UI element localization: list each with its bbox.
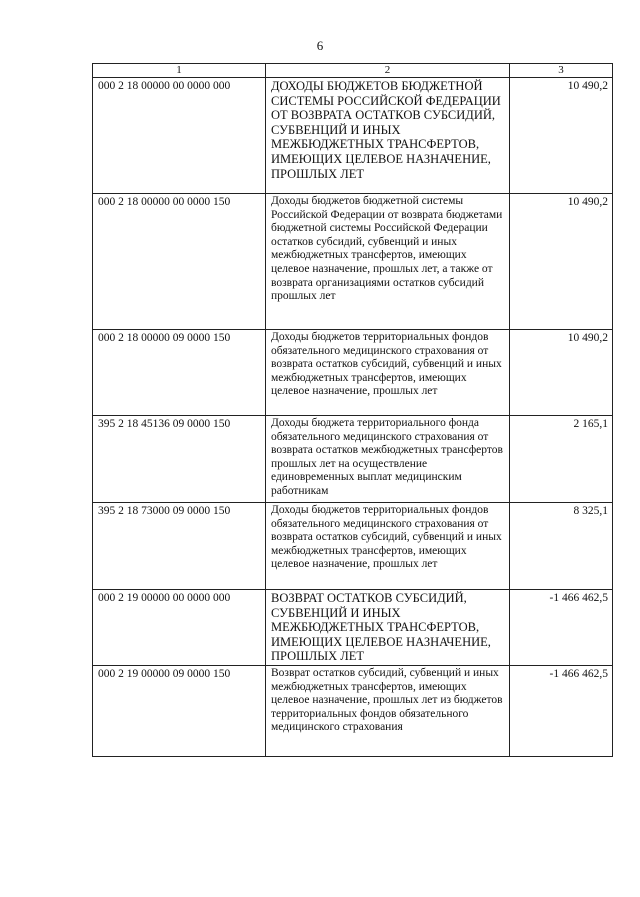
row-description: Возврат остатков субсидий, субвенций и иных межбюджетных трансфертов, имеющих целевое назначение, прошлых лет из бюджетов территориальных фондов обязательного медицинского страхования xyxy=(266,666,510,757)
table-row xyxy=(93,194,613,330)
column-header-code: 1 xyxy=(93,64,266,78)
row-amount: 10 490,2 xyxy=(510,78,613,194)
row-amount: 10 490,2 xyxy=(510,194,613,330)
row-code: 000 2 18 00000 00 0000 000 xyxy=(93,78,266,194)
row-code: 395 2 18 73000 09 0000 150 xyxy=(93,503,266,590)
row-amount: 2 165,1 xyxy=(510,416,613,503)
row-description: Доходы бюджета территориального фонда обязательного медицинского страхования от возврата остатков межбюджетных трансфертов прошлых лет на осуществление единовременных выплат медицинским работникам xyxy=(266,416,510,503)
row-code: 000 2 18 00000 00 0000 150 xyxy=(93,194,266,330)
column-header-description: 2 xyxy=(266,64,510,78)
page-number: 6 xyxy=(316,38,324,53)
row-description: Доходы бюджетов территориальных фондов обязательного медицинского страхования от возврата остатков субсидий, субвенций и иных межбюджетных трансфертов, имеющих целевое назначение, прошлых лет xyxy=(266,503,510,590)
table-row xyxy=(93,590,613,666)
row-description: Доходы бюджетов территориальных фондов обязательного медицинского страхования от возврата остатков субсидий, субвенций и иных межбюджетных трансфертов, имеющих целевое назначение, прошлых лет xyxy=(266,330,510,416)
row-description: ДОХОДЫ БЮДЖЕТОВ БЮДЖЕТНОЙ СИСТЕМЫ РОССИЙСКОЙ ФЕДЕРАЦИИ ОТ ВОЗВРАТА ОСТАТКОВ СУБСИДИЙ, СУБВЕНЦИЙ И ИНЫХ МЕЖБЮДЖЕТНЫХ ТРАНСФЕРТОВ, ИМЕЮЩИХ ЦЕЛЕВОЕ НАЗНАЧЕНИЕ, ПРОШЛЫХ ЛЕТ xyxy=(266,78,510,194)
table-row xyxy=(93,330,613,416)
row-code: 000 2 19 00000 09 0000 150 xyxy=(93,666,266,757)
row-code: 000 2 18 00000 09 0000 150 xyxy=(93,330,266,416)
budget-revenue-table xyxy=(92,63,613,757)
table-row xyxy=(93,503,613,590)
row-amount: -1 466 462,5 xyxy=(510,590,613,666)
row-description: Доходы бюджетов бюджетной системы Российской Федерации от возврата бюджетами бюджетной системы Российской Федерации остатков субсидий, субвенций и иных межбюджетных трансфертов, имеющих целевое назначение, прошлых лет, а также от возврата организациями остатков субсидий прошлых лет xyxy=(266,194,510,330)
row-amount: 10 490,2 xyxy=(510,330,613,416)
table-row xyxy=(93,78,613,194)
table-header-row xyxy=(93,64,613,78)
row-description: ВОЗВРАТ ОСТАТКОВ СУБСИДИЙ, СУБВЕНЦИЙ И ИНЫХ МЕЖБЮДЖЕТНЫХ ТРАНСФЕРТОВ, ИМЕЮЩИХ ЦЕЛЕВОЕ НАЗНАЧЕНИЕ, ПРОШЛЫХ ЛЕТ xyxy=(266,590,510,666)
row-amount: -1 466 462,5 xyxy=(510,666,613,757)
table-row xyxy=(93,416,613,503)
row-amount: 8 325,1 xyxy=(510,503,613,590)
column-header-amount: 3 xyxy=(510,64,613,78)
row-code: 000 2 19 00000 00 0000 000 xyxy=(93,590,266,666)
table-row xyxy=(93,666,613,757)
row-code: 395 2 18 45136 09 0000 150 xyxy=(93,416,266,503)
